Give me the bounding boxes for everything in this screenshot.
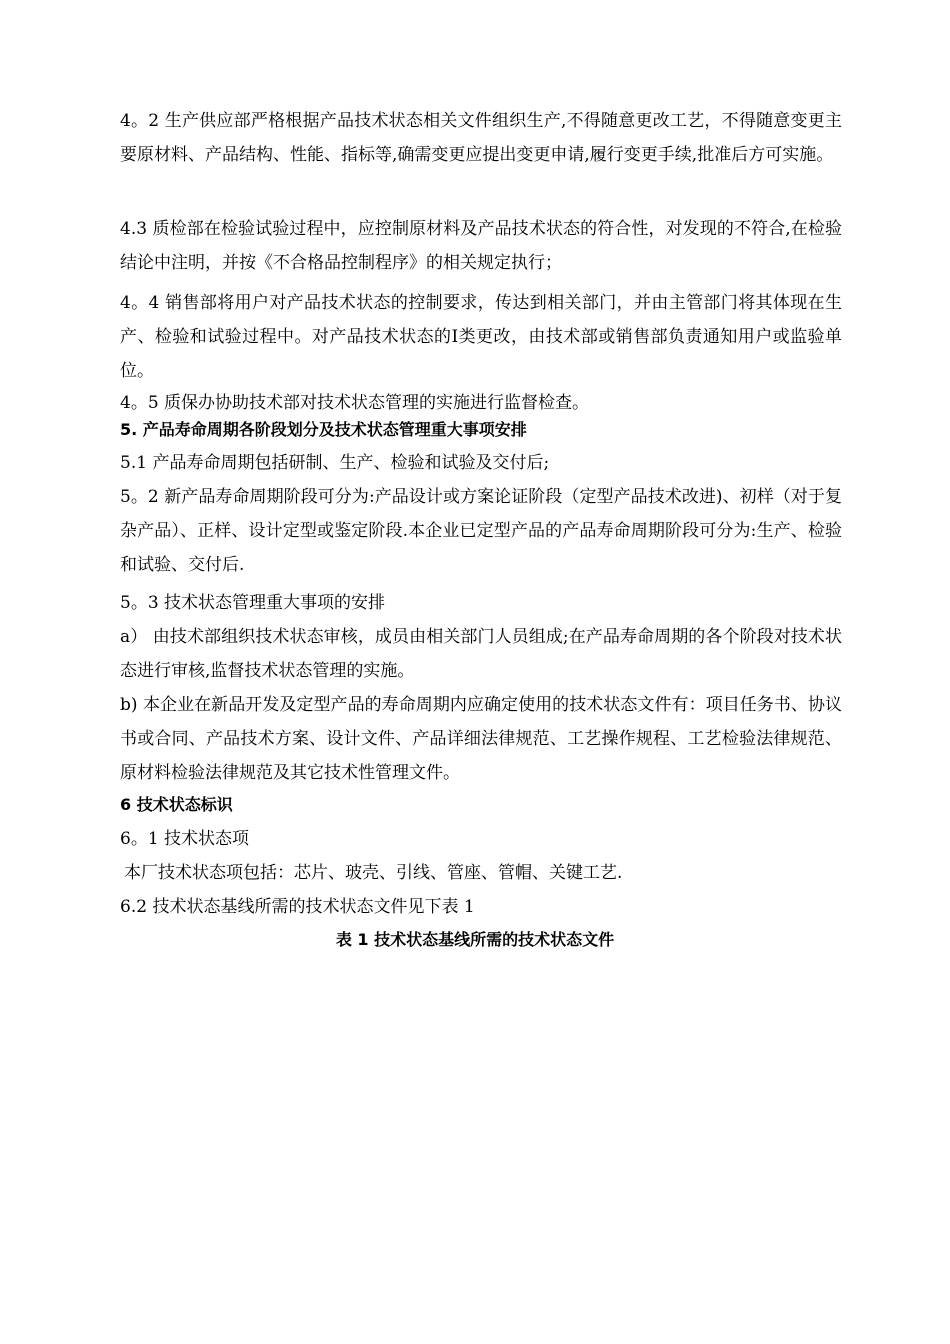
paragraph-5-3-a: a） 由技术部组织技术状态审核，成员由相关部门人员组成;在产品寿命周期的各个阶段对技术状态进行审核,监督技术状态管理的实施。 [120, 627, 842, 681]
paragraph-4-2: 4。2 生产供应部严格根据产品技术状态相关文件组织生产,不得随意更改工艺，不得随意变更主要原材料、产品结构、性能、指标等,确需变更应提出变更申请,履行变更手续,批准后方可实施。 [120, 111, 842, 165]
paragraph-6-2: 6.2 技术状态基线所需的技术状态文件见下表 1 [120, 897, 475, 917]
paragraph-5-3-b: b) 本企业在新品开发及定型产品的寿命周期内应确定使用的技术状态文件有：项目任务书、协议书或合同、产品技术方案、设计文件、产品详细法律规范、工艺操作规程、工艺检验法律规范、原材料检验法律规范及其它技术性管理文件。 [120, 695, 842, 783]
section-heading-5: 5. 产品寿命周期各阶段划分及技术状态管理重大事项安排 [120, 420, 527, 439]
paragraph-5-3: 5。3 技术状态管理重大事项的安排 [120, 593, 386, 613]
paragraph-6-1: 6。1 技术状态项 [120, 829, 250, 849]
section-heading-6: 6 技术状态标识 [120, 795, 233, 814]
paragraph-4-5: 4。5 质保办协助技术部对技术状态管理的实施进行监督检查。 [120, 393, 590, 413]
table-caption: 表 1 技术状态基线所需的技术状态文件 [335, 930, 615, 949]
paragraph-6-1-body: 本厂技术状态项包括：芯片、玻壳、引线、管座、管帽、关键工艺. [124, 863, 623, 883]
paragraph-4-4: 4。4 销售部将用户对产品技术状态的控制要求，传达到相关部门，并由主管部门将其体现在生产、检验和试验过程中。对产品技术状态的Ⅰ类更改，由技术部或销售部负责通知用户或监验单位。 [120, 293, 842, 381]
paragraph-5-2: 5。2 新产品寿命周期阶段可分为:产品设计或方案论证阶段（定型产品技术改进)、初样（对于复杂产品）、正样、设计定型或鉴定阶段.本企业已定型产品的产品寿命周期阶段可分为:生产、检验和试验、交付后. [120, 487, 842, 575]
paragraph-4-3: 4.3 质检部在检验试验过程中，应控制原材料及产品技术状态的符合性，对发现的不符合,在检验结论中注明，并按《不合格品控制程序》的相关规定执行； [120, 219, 842, 273]
paragraph-5-1: 5.1 产品寿命周期包括研制、生产、检验和试验及交付后; [120, 453, 550, 473]
